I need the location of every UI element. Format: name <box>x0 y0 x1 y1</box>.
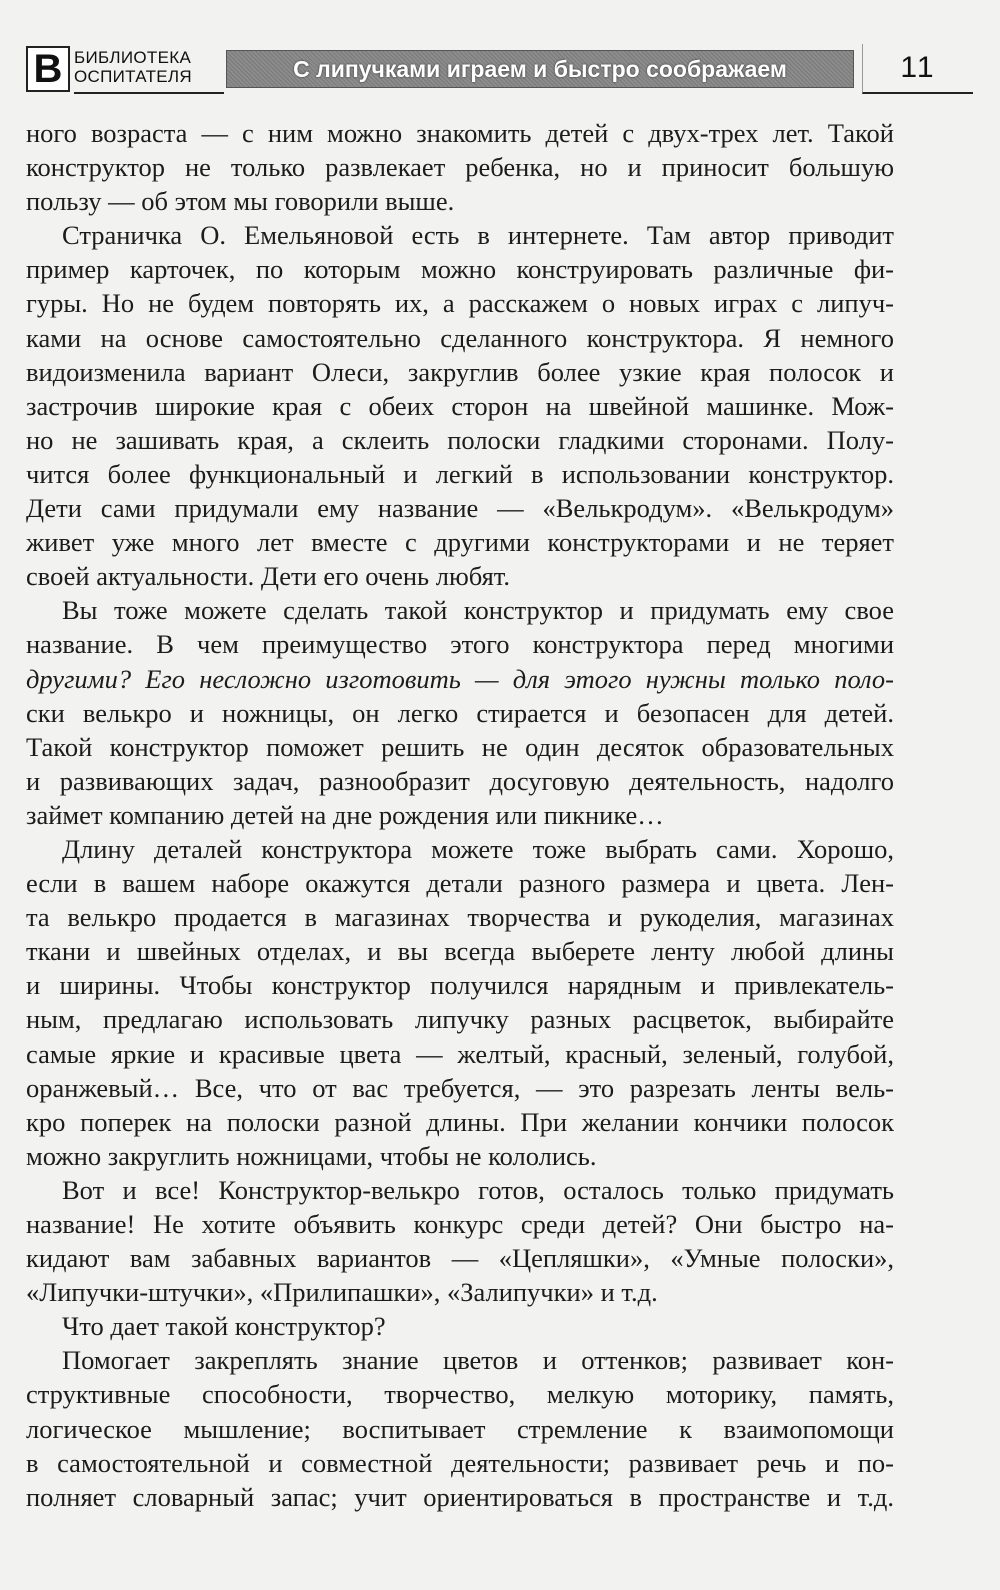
text-line: Вот и все! Конструктор-велькро готов, осталось только придумать <box>62 1174 894 1205</box>
text-line: Страничка О. Емельяновой есть в интернете. Там автор приводит <box>62 220 894 251</box>
text-line: Помогает закреплять знание цветов и оттенков; развивает кон- <box>62 1345 894 1376</box>
series-name <box>74 48 224 94</box>
text-line: своей актуальности. Дети его очень любят. <box>26 561 511 592</box>
text-line: ного возраста — с ним можно знакомить детей с двух-трех лет. Такой <box>26 118 894 148</box>
text-line: и развивающих задач, разнообразит досуговую деятельность, надолго <box>26 765 894 796</box>
text-line: но не зашивать края, а склеить полоски гладкими сторонами. Полу- <box>26 424 894 455</box>
series-name-line1: БИБЛИОТЕКА <box>74 48 192 67</box>
text-line: живет уже много лет вместе с другими конструкторами и не теряет <box>26 527 894 558</box>
text-line: Длину деталей конструктора можете тоже выбрать сами. Хорошо, <box>62 833 894 864</box>
text-line: полняет словарный запас; учит ориентироваться в пространстве и т.д. <box>26 1481 894 1512</box>
text-line: Что дает такой конструктор? <box>62 1311 386 1342</box>
text-line: видоизменила вариант Олеси, закруглив более узкие края полосок и <box>26 356 894 387</box>
text-line: можно закруглить ножницами, чтобы не кололись. <box>26 1140 597 1171</box>
text-line: застрочив широкие края с обеих сторон на швейной машинке. Мож- <box>26 390 894 421</box>
body-text <box>26 116 894 1514</box>
text-line: и ширины. Чтобы конструктор получился нарядным и привлекатель- <box>26 970 894 1001</box>
text-line: название! Не хотите объявить конкурс среди детей? Они быстро на- <box>26 1209 894 1239</box>
chapter-title-band <box>226 50 854 88</box>
chapter-title: С липучками играем и быстро соображаем <box>293 55 787 82</box>
text-line: ками на основе самостоятельно сделанного конструктора. Я немного <box>26 322 894 353</box>
text-line: структивные способности, творчество, мелкую моторику, память, <box>26 1379 894 1410</box>
text-line: пользу — об этом мы говорили выше. <box>26 186 455 217</box>
text-line: в самостоятельной и совместной деятельности; развивает речь и по- <box>26 1447 894 1478</box>
text-line: чится более функциональный и легкий в использовании конструктор. <box>26 458 894 489</box>
text-line: кро поперек на полоски разной длины. При желании кончики полосок <box>26 1106 894 1137</box>
text-line: оранжевый… Все, что от вас требуется, — это разрезать ленты вель- <box>26 1072 894 1103</box>
text-line: займет компанию детей на дне рождения или пикнике… <box>26 799 664 830</box>
text-line: пример карточек, по которым можно конструировать различные фи- <box>26 254 894 285</box>
text-line: логическое мышление; воспитывает стремление к взаимопомощи <box>26 1413 894 1444</box>
text-line: ным, предлагаю использовать липучку разных расцветок, выбирайте <box>26 1004 894 1035</box>
page-number: 11 <box>862 44 973 94</box>
text-line: «Липучки-штучки», «Прилипашки», «Залипучки» и т.д. <box>26 1277 658 1308</box>
text-line: ткани и швейных отделах, и вы всегда выберете ленту любой длины <box>26 936 894 967</box>
series-logo-letter: В <box>33 46 63 91</box>
text-line: другими? Его несложно изготовить — для этого нужны только поло- <box>26 663 894 694</box>
text-line: Вы тоже можете сделать такой конструктор и придумать ему свое <box>62 595 894 626</box>
text-line: если в вашем наборе окажутся детали разного размера и цвета. Лен- <box>26 868 894 899</box>
text-line: кидают вам забавных вариантов — «Цепляшки», «Умные полоски», <box>26 1243 894 1274</box>
text-line: та велькро продается в магазинах творчества и рукоделия, магазинах <box>26 902 894 933</box>
text-line: Дети сами придумали ему название — «Велькродум». «Велькродум» <box>26 493 894 524</box>
text-line: название. В чем преимущество этого конструктора перед многими <box>26 629 894 660</box>
text-line: самые яркие и красивые цвета — желтый, красный, зеленый, голубой, <box>26 1038 894 1069</box>
page-header <box>26 44 976 96</box>
series-name-line2: ОСПИТАТЕЛЯ <box>74 67 192 86</box>
text-line: гуры. Но не будем повторять их, а расскажем о новых играх с липуч- <box>26 288 894 319</box>
text-line: Такой конструктор поможет решить не один десяток образовательных <box>26 731 894 762</box>
series-logo <box>26 46 70 92</box>
text-line: конструктор не только развлекает ребенка, но и приносит большую <box>26 152 894 183</box>
text-line: ски велькро и ножницы, он легко стирается и безопасен для детей. <box>26 697 894 728</box>
